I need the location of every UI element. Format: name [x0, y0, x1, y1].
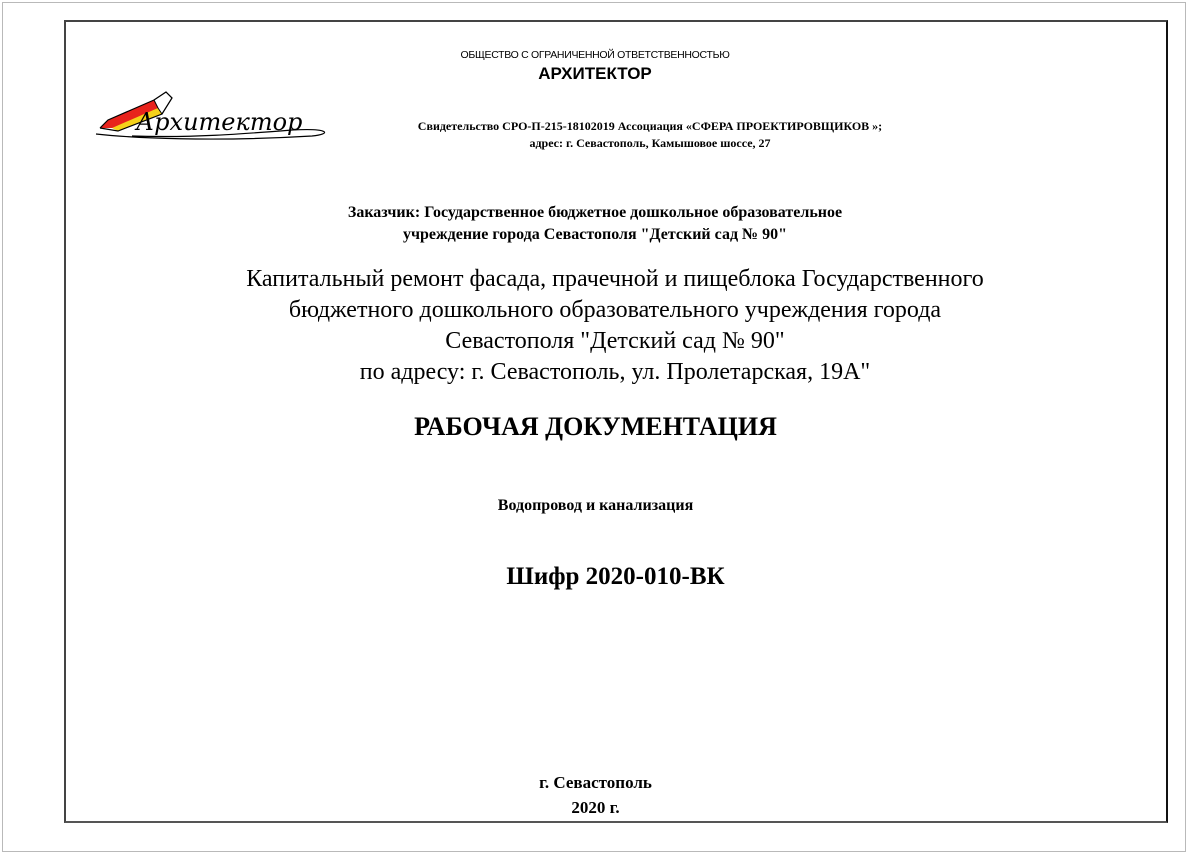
footer-city: г. Севастополь	[539, 773, 652, 792]
document-section: Водопровод и канализация	[497, 497, 694, 514]
footer-year: 2020 г.	[571, 798, 620, 817]
object-title	[60, 264, 1170, 388]
company-name: АРХИТЕКТОР	[538, 64, 652, 83]
company-certificate: Свидетельство СРО-П-215-18102019 Ассоциация «СФЕРА ПРОЕКТИРОВЩИКОВ »;	[417, 119, 883, 133]
object-line-1: Капитальный ремонт фасада, прачечной и пищеблока Государственного	[246, 266, 984, 292]
pencil-logo-icon	[92, 86, 342, 146]
customer-block	[60, 202, 1130, 246]
customer-line-2: учреждение города Севастополя "Детский сад № 90"	[403, 226, 787, 243]
company-address: адрес: г. Севастополь, Камышовое шоссе, 27	[529, 136, 771, 150]
customer-line-1: Заказчик: Государственное бюджетное дошкольное образовательное	[347, 204, 843, 221]
company-org-type: ОБЩЕСТВО С ОГРАНИЧЕННОЙ ОТВЕТСТВЕННОСТЬЮ	[460, 49, 730, 61]
document-type: РАБОЧАЯ ДОКУМЕНТАЦИЯ	[414, 412, 777, 441]
footer-block	[0, 770, 1191, 820]
company-logo	[92, 86, 342, 146]
document-code: Шифр 2020-010-ВК	[506, 563, 725, 590]
svg-text:Архитектор: Архитектор	[136, 108, 303, 136]
object-line-2: бюджетного дошкольного образовательного учреждения города	[288, 297, 942, 323]
company-certificate-block	[360, 118, 940, 152]
object-line-4: по адресу: г. Севастополь, ул. Пролетарская, 19А"	[359, 359, 871, 385]
object-line-3: Севастополя "Детский сад № 90"	[445, 328, 785, 354]
